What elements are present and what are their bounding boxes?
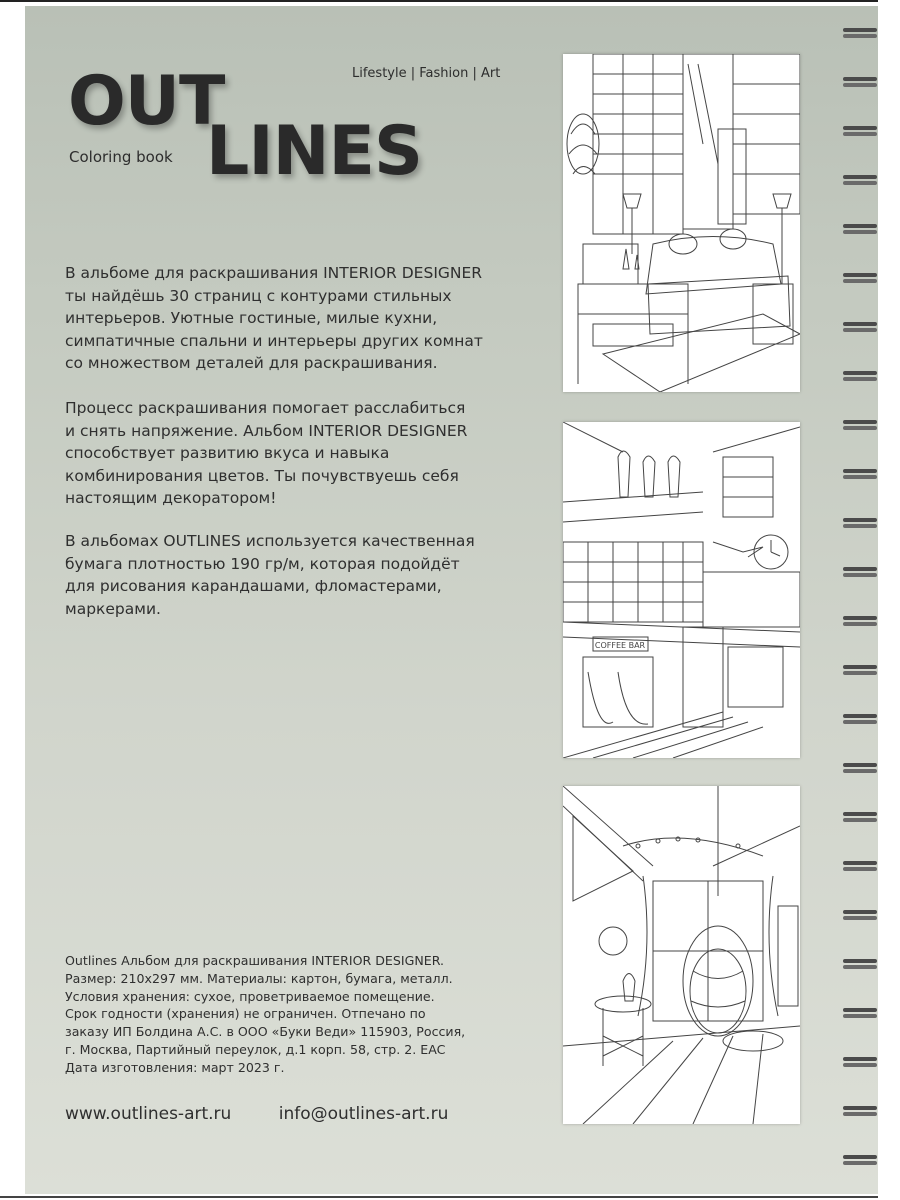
product-info-line: Срок годности (хранения) не ограничен. Отпечано по <box>65 1006 426 1022</box>
page-edge <box>878 0 900 1200</box>
preview-page-attic-bedroom <box>563 786 800 1124</box>
spiral-coil <box>843 126 877 137</box>
description-paragraph-1: В альбоме для раскрашивания INTERIOR DESIGNER ты найдёшь 30 страниц с контурами стильных интерьеров. Уютные гостиные, милые кухни, симпатичные спальни и интерьеры других комнат со множеством деталей для раскрашивания. <box>65 264 483 372</box>
spiral-coil <box>843 1008 877 1019</box>
logo-text-out: OUT <box>68 62 225 141</box>
website-link[interactable]: www.outlines-art.ru <box>65 1104 232 1124</box>
spiral-coil <box>843 567 877 578</box>
contacts <box>65 1104 490 1124</box>
description-paragraph-2: Процесс раскрашивания помогает расслабиться и снять напряжение. Альбом INTERIOR DESIGNER способствует развитию вкуса и навыка комбинирования цветов. Ты почувствуешь себя настоящим декоратором! <box>65 399 468 507</box>
preview-page-living-room <box>563 54 800 392</box>
preview-page-kitchen <box>563 422 800 758</box>
spiral-coil <box>843 322 877 333</box>
bottom-border <box>0 1196 900 1198</box>
product-info-line: Условия хранения: сухое, проветриваемое помещение. <box>65 988 435 1004</box>
spiral-coil <box>843 959 877 970</box>
spiral-coil <box>843 273 877 284</box>
product-info <box>65 952 545 1077</box>
spiral-coil <box>843 763 877 774</box>
spiral-coil <box>843 175 877 186</box>
brand-tagline: Lifestyle | Fashion | Art <box>352 66 501 81</box>
attic-bedroom-illustration-icon <box>563 786 800 1124</box>
spiral-coil <box>843 714 877 725</box>
spiral-coil <box>843 910 877 921</box>
spiral-coil <box>843 1155 877 1166</box>
logo-text-lines: LINES <box>206 112 422 191</box>
product-info-line: Дата изготовления: март 2023 г. <box>65 1059 285 1075</box>
coffee-bar-sign: COFFEE BAR <box>594 641 646 650</box>
product-info-line: Outlines Альбом для раскрашивания INTERIOR DESIGNER. <box>65 953 445 968</box>
spiral-coil <box>843 371 877 382</box>
spiral-coil <box>843 518 877 529</box>
spiral-coil <box>843 665 877 676</box>
spiral-coil <box>843 1106 877 1117</box>
spiral-coil <box>843 616 877 627</box>
spiral-coil <box>843 812 877 823</box>
email-link[interactable]: info@outlines-art.ru <box>278 1104 449 1124</box>
spiral-coil <box>843 861 877 872</box>
kitchen-illustration-icon <box>563 422 800 758</box>
top-border <box>0 0 900 2</box>
product-info-line: Размер: 210х297 мм. Материалы: картон, бумага, металл. <box>65 970 453 986</box>
brand-subtitle: Coloring book <box>69 148 173 166</box>
spiral-coil <box>843 77 877 88</box>
spiral-coil <box>843 469 877 480</box>
living-room-illustration-icon <box>563 54 800 392</box>
spiral-coil <box>843 420 877 431</box>
spiral-coil <box>843 224 877 235</box>
spiral-coil <box>843 28 877 39</box>
spiral-coil <box>843 1057 877 1068</box>
product-info-line: заказу ИП Болдина А.С. в ООО «Буки Веди» 115903, Россия, <box>65 1024 466 1040</box>
description-paragraph-3: В альбомах OUTLINES используется качественная бумага плотностью 190 гр/м, которая подойдёт для рисования карандашами, фломастерами, маркерами. <box>65 532 475 618</box>
product-info-line: г. Москва, Партийный переулок, д.1 корп. 58, стр. 2. EAC <box>65 1041 446 1057</box>
